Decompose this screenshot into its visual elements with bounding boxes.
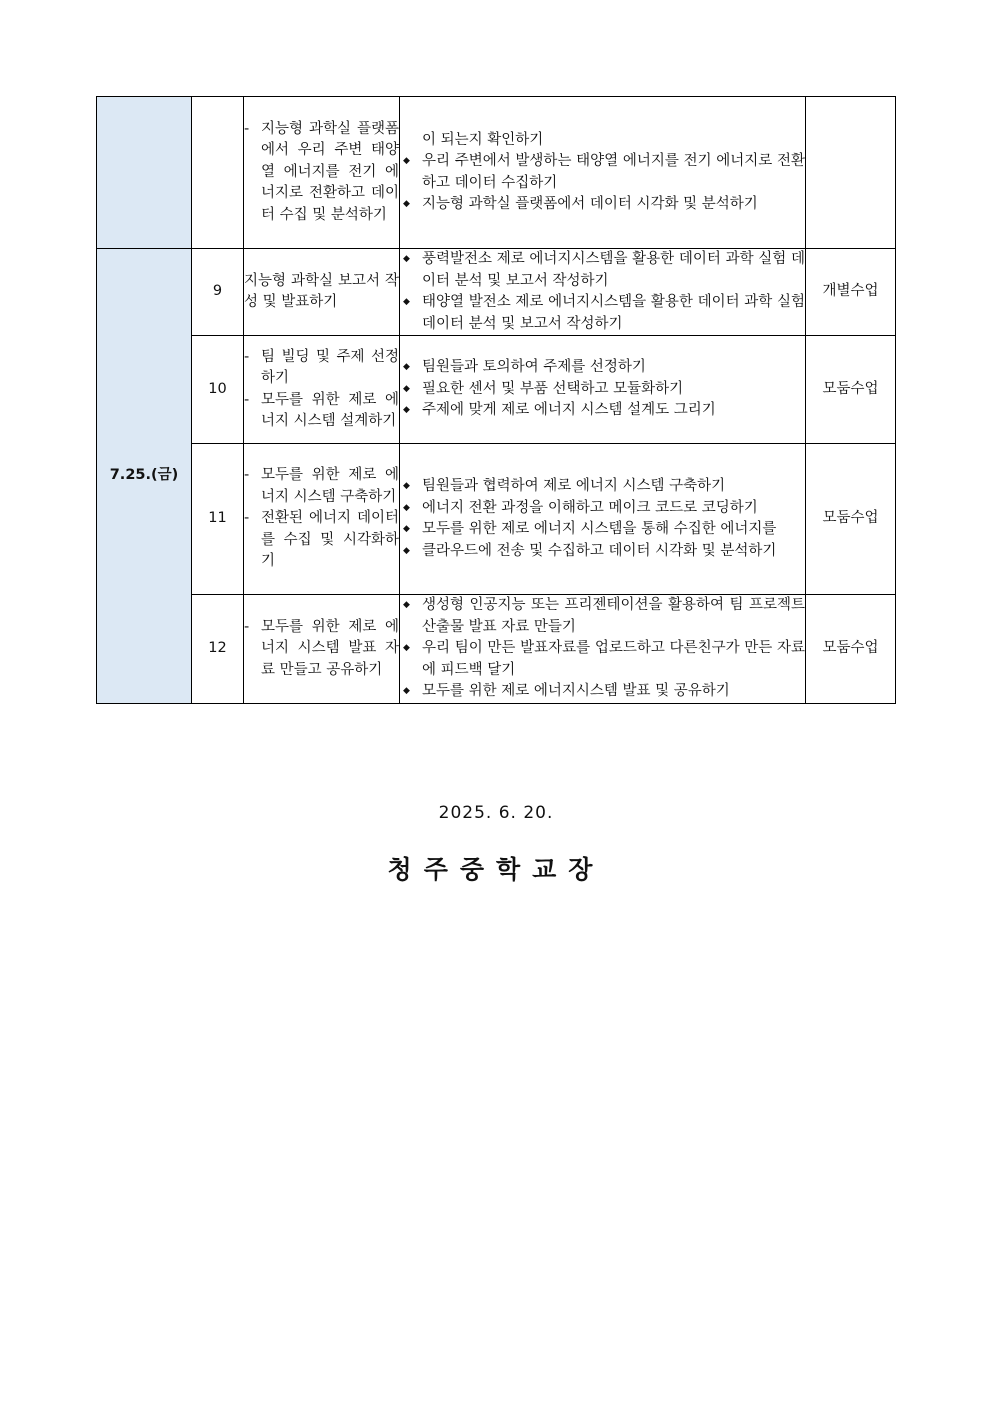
list-item: ◆ 태양열 발전소 제로 에너지시스템을 활용한 데이터 과학 실험 데이터 분석 및 보고서 작성하기 (400, 292, 805, 335)
session-number-cell: 11 (192, 444, 244, 595)
topic-cell (244, 97, 400, 249)
topic-cell (244, 444, 400, 595)
activity-cell (400, 336, 806, 444)
list-item: ◆ 생성형 인공지능 또는 프리젠테이션을 활용하여 팀 프로젝트 산출물 발표 자료 만들기 (400, 595, 805, 638)
session-number-cell: 10 (192, 336, 244, 444)
principal-signature: 청주중학교장 (387, 855, 605, 884)
list-item: ◆ 주제에 맞게 제로 에너지 시스템 설계도 그리기 (400, 400, 805, 422)
diamond-bullet-icon: ◆ (403, 405, 410, 416)
activity-cell (400, 595, 806, 704)
list-item: ◆ 팀원들과 토의하여 주제를 선정하기 (400, 357, 805, 379)
activity-cell (400, 249, 806, 336)
date-cell: 7.25.(금) (97, 249, 192, 704)
topic-item: - 전환된 에너지 데이터를 수집 및 시각화하기 (244, 508, 399, 573)
dash-marker: - (244, 348, 250, 365)
list-item: ◆ 지능형 과학실 플랫폼에서 데이터 시각화 및 분석하기 (400, 194, 805, 216)
activity-list (400, 151, 805, 216)
table-row (97, 97, 896, 249)
session-number-cell: 9 (192, 249, 244, 336)
activity-cell (400, 444, 806, 595)
diamond-bullet-icon: ◆ (403, 254, 410, 264)
class-type-cell: 모둠수업 (806, 444, 896, 595)
schedule-table (96, 96, 896, 704)
dash-marker: - (244, 467, 250, 484)
topic-cell (244, 336, 400, 444)
dash-marker: - (244, 510, 250, 527)
issue-date: 2025. 6. 20. (438, 803, 554, 823)
list-item: ◆ 풍력발전소 제로 에너지시스템을 활용한 데이터 과학 실험 데이터 분석 및 보고서 작성하기 (400, 249, 805, 292)
list-item: ◆ 팀원들과 협력하여 제로 에너지 시스템 구축하기 (400, 476, 805, 498)
topic-text: 지능형 과학실 보고서 작성 및 발표하기 (244, 272, 399, 310)
class-type-cell: 모둠수업 (806, 336, 896, 444)
table-row (97, 444, 896, 595)
topic-item: - 모두를 위한 제로 에너지 시스템 구축하기 (244, 465, 399, 508)
session-number-cell (192, 97, 244, 249)
list-item: ◆ 모두를 위한 제로 에너지시스템 발표 및 공유하기 (400, 681, 805, 703)
class-type-cell (806, 97, 896, 249)
topic-item: - 팀 빌딩 및 주제 선정하기 (244, 347, 399, 390)
class-type-cell: 모둠수업 (806, 595, 896, 704)
diamond-bullet-icon: ◆ (403, 156, 410, 166)
dash-marker: - (244, 391, 250, 408)
list-item: ◆ 에너지 전환 과정을 이해하고 메이크 코드로 코딩하기 (400, 498, 805, 520)
class-type-cell: 개별수업 (806, 249, 896, 336)
diamond-bullet-icon: ◆ (403, 524, 410, 534)
list-item: ◆ 우리 팀이 만든 발표자료를 업로드하고 다른친구가 만든 자료에 피드백 달기 (400, 638, 805, 681)
activity-continuation: 이 되는지 확인하기 (422, 131, 544, 148)
activity-list (400, 357, 805, 422)
table-row (97, 595, 896, 704)
activity-list (400, 476, 805, 562)
topic-text: 지능형 과학실 플랫폼에서 우리 주변 태양열 에너지를 전기 에너지로 전환하고 데이터 수집 및 분석하기 (261, 120, 399, 223)
dash-marker: - (244, 618, 250, 635)
diamond-bullet-icon: ◆ (403, 545, 410, 556)
diamond-bullet-icon: ◆ (403, 643, 410, 654)
diamond-bullet-icon: ◆ (403, 481, 410, 491)
table-row (97, 336, 896, 444)
topic-item: - 모두를 위한 제로 에너지 시스템 설계하기 (244, 390, 399, 433)
topic-cell (244, 249, 400, 336)
list-item: ◆ 클라우드에 전송 및 수집하고 데이터 시각화 및 분석하기 (400, 541, 805, 563)
table-row (97, 249, 896, 336)
diamond-bullet-icon: ◆ (403, 686, 410, 697)
diamond-bullet-icon: ◆ (403, 502, 410, 513)
list-item: ◆ 필요한 센서 및 부품 선택하고 모듈화하기 (400, 379, 805, 401)
session-number-cell: 12 (192, 595, 244, 704)
list-item: ◆ 우리 주변에서 발생하는 태양열 에너지를 전기 에너지로 전환하고 데이터 수집하기 (400, 151, 805, 194)
activity-list (400, 595, 805, 703)
activity-list (400, 249, 805, 335)
diamond-bullet-icon: ◆ (403, 383, 410, 394)
diamond-bullet-icon: ◆ (403, 362, 410, 373)
topic-item: - 모두를 위한 제로 에너지 시스템 발표 자료 만들고 공유하기 (244, 617, 399, 682)
diamond-bullet-icon: ◆ (403, 297, 410, 307)
activity-cell (400, 97, 806, 249)
diamond-bullet-icon: ◆ (403, 199, 410, 209)
list-item: ◆ 모두를 위한 제로 에너지 시스템을 통해 수집한 에너지를 (400, 519, 805, 541)
dash-marker: - (244, 120, 250, 137)
topic-item (244, 119, 399, 227)
topic-cell (244, 595, 400, 704)
date-cell-prev (97, 97, 192, 249)
diamond-bullet-icon: ◆ (403, 600, 410, 611)
